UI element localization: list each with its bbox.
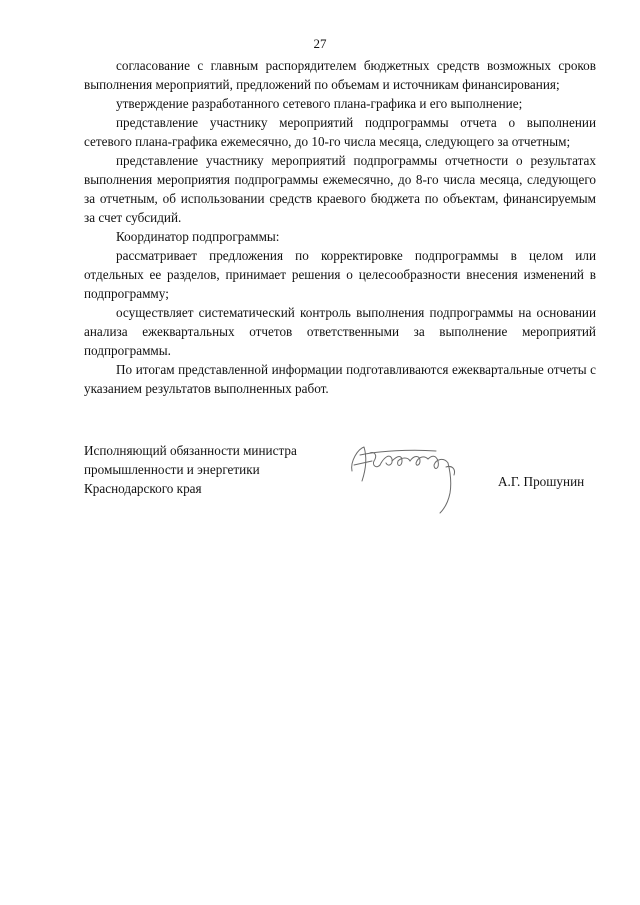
body-text xyxy=(84,56,596,398)
signature-block xyxy=(84,441,604,521)
paragraph: рассматривает предложения по корректировке подпрограммы в целом или отдельных ее разделов, принимает решения о целесообразности внесения изменений в подпрограмму; xyxy=(84,248,596,301)
signatory-title-line: промышленности и энергетики xyxy=(84,462,260,477)
signatory-title xyxy=(84,441,297,498)
paragraph: представление участнику мероприятий подпрограммы отчетности о результатах выполнения мероприятия подпрограммы ежемесячно, до 8-го числа месяца, следующего за отчетным, об использовании средств краевого бюджета по объектам, финансируемым за счет субсидий. xyxy=(84,153,596,225)
paragraph: По итогам представленной информации подготавливаются ежеквартальные отчеты с указанием результатов выполненных работ. xyxy=(84,362,596,396)
paragraph: согласование с главным распорядителем бюджетных средств возможных сроков выполнения мероприятий, предложений по объемам и источникам финансирования; xyxy=(84,58,596,92)
signatory-name: А.Г. Прошунин xyxy=(498,474,585,489)
signatory-title-line: Краснодарского края xyxy=(84,481,202,496)
paragraph: осуществляет систематический контроль выполнения подпрограммы на основании анализа ежеквартальных отчетов ответственными за выполнение мероприятий подпрограммы. xyxy=(84,305,596,358)
signatory-title-line: Исполняющий обязанности министра xyxy=(84,443,297,458)
handwritten-signature xyxy=(340,431,490,521)
page-number: 27 xyxy=(313,36,327,51)
paragraph: представление участнику мероприятий подпрограммы отчета о выполнении сетевого плана-графика ежемесячно, до 10-го числа месяца, следующего за отчетным; xyxy=(84,115,596,149)
paragraph: Координатор подпрограммы: xyxy=(116,229,280,244)
paragraph: утверждение разработанного сетевого плана-графика и его выполнение; xyxy=(116,96,523,111)
